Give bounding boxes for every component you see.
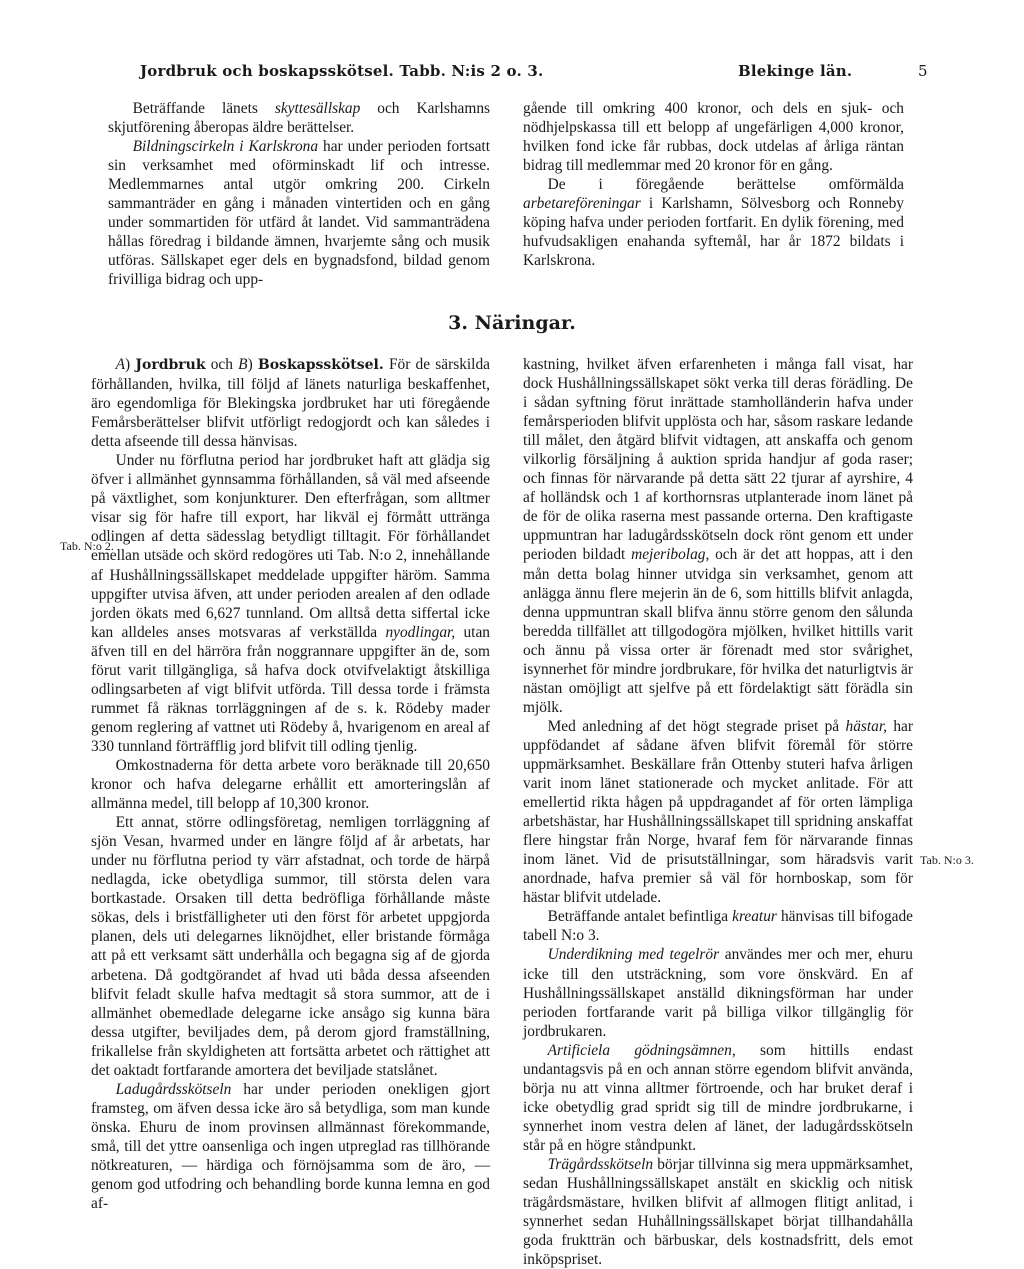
text-run: och Karlshamns skjutförening åberopas äldre berättelser. [108, 100, 490, 137]
paragraph [108, 137, 490, 289]
text-run: har under perioden fortsatt sin verksamhet med oförminskadt lif och intresse. Medlemmarnes antal utgör omkring 200. Cirkeln sammanträder en gång i månaden vintertiden och en gång under sommartiden för utfärd åt landet. Vid sammanträdena hållas föredrag i bildande ämnen, hvarjemte sång och musik utföras. Sällskapet eger dels en bygnadsfond, bildad genom frivilliga bidrag och upp- [108, 138, 490, 289]
text-run: Beträffande länets [132, 100, 275, 117]
text-run: i Karlshamn, Sölvesborg och Ronneby köping hafva under perioden fortfarit. En dylik förening, med hufvudsakligen enahanda syftemål, har år 1872 bildats i Karlskrona. [523, 195, 904, 270]
text-run: De i föregående berättelse omförmälda [547, 176, 904, 194]
paragraph [91, 756, 490, 813]
bottom-right-column [523, 355, 913, 1269]
text-run: som hittills endast undantagsvis på en och annan större egendom blifvit använda, börja nu att vinna alltmer förtroende, och har bruket deraf i icke obetydlig grad spridt sig till de mindre jordbrukarne, i synnerhet inom vestra delen af länet, der ladugårdsskötseln står på en högre ståndpunkt. [523, 1041, 913, 1154]
italic-run: Trägårdsskötseln [547, 1155, 654, 1173]
paragraph [523, 175, 904, 270]
italic-run: B [238, 356, 248, 373]
text-run: har under perioden onekligen gjort framsteg, om äfven dessa icke äro så betydliga, som man kunde önska. Ehuru de inom provinsen allmännast förekommande, små, till det yttre oansenliga och ingen utpreglad ras tillhörande nötkreaturen, — härdiga och förnöjsamma som de äro, — genom god utfodring och behandling borde kunna lemna en god af- [91, 1080, 490, 1213]
text-run: börjar tillvinna sig mera uppmärksamhet, sedan Hushållningssällskapet anstält en skicklig och nitisk trägårdsmästare, hvilken blifvit af allmogen flitigt anlitad, i synnerhet sedan Huhållningssällskapet börjat tillhandahålla goda fruktträn och bärbuskar, dels kostnadsfritt, dels emot inköpspriset. [523, 1155, 913, 1269]
text-run: och är det att hoppas, att i den mån detta bolag hinner utvidga sin verksamhet, genom att anlägga ännu flere mejerin än de 6, som hittills blifvit anlagda, denna uppmuntran skall blifva ännu större genom den sålunda beredda tillfället att tillgodogöra mjölken, hvilket hittills varit och ännu på vissa orter är förenadt med stor svårighet, isynnerhet för mindre jordbrukare, för hvilka det naturligtvis är nästan omöjligt att sjelfve på ett fördelaktigt sätt förädla sin mjölk. [523, 546, 913, 716]
top-left-column [108, 99, 490, 289]
paragraph [523, 907, 913, 945]
margin-note-right: Tab. N:o 3. [920, 853, 974, 867]
italic-run: skyttesällskap [274, 100, 361, 117]
paragraph [91, 355, 490, 451]
text-run: Beträffande antalet befintliga [547, 908, 733, 926]
paragraph [523, 1155, 913, 1269]
paragraph [91, 1080, 490, 1213]
top-right-column [523, 99, 904, 270]
margin-note-left: Tab. N:o 2. [60, 539, 114, 553]
text-run: utan äfven till en del härröra från noggrannare uppgifter än de, som förut varit tillgängliga, så hafva dock otvifvelaktigt åtskilliga odlingsarbeten af vigt blifvit utförda. Till dessa torde i främsta rummet få räknas torrläggningen af de s. k. Rödeby mader genom reglering af vattnet uti Rödeby å, hvarigenom en areal af 330 tunnland förträfflig jord blifvit till odling tjenlig. [91, 623, 490, 755]
italic-run: Ladugårdsskötseln [115, 1080, 232, 1098]
italic-run: mejeribolag, [631, 546, 710, 564]
page-number: 5 [918, 62, 928, 80]
running-header-left: Jordbruk och boskapsskötsel. Tabb. N:is 2 o. 3. [140, 62, 544, 80]
bottom-left-column [91, 355, 490, 1213]
paragraph [108, 99, 490, 137]
paragraph [523, 355, 913, 717]
paragraph [523, 945, 913, 1040]
text-run: Ett annat, större odlingsföretag, nemligen torrläggning af sjön Vesan, hvarmed under en längre följd af år arbetats, har under nu förflutna period ty värr afstadnat, och torde de härpå nedlagda, icke obetydliga summor, till största delen vara bortkastade. Orsaken till detta bedröfliga förhållande måste sökas, dels i bristfälligheter uti den först för arbetet uppgjorda planen, dels uti delegarnes liknöjdhet, eller bristande förmåga att på ett verksamt sätt underhålla och begagna sig af de gjorda arbetena. Då godtgörandet af hvad uti båda dessa afseenden blifvit feladt skulle hafva medtagit så stora summor, att de i allmänhet obemedlade delegarne icke ansågo sig kunna bära dessa utgifter, beviljades dem, på derom gjord framställning, frikallelse från skyldigheten att fortsätta arbetet och rättighet att det oaktadt fortfarande amortera det beviljade statslånet. [91, 814, 490, 1079]
section-title: 3. Näringar. [448, 312, 576, 334]
paragraph [523, 1041, 913, 1155]
paragraph [91, 813, 490, 1080]
paragraph [523, 717, 913, 907]
italic-run: Bildningscirkeln i Karlskrona [132, 138, 319, 156]
text-run: ) [125, 356, 136, 373]
text-run: För de särskilda förhållanden, hvilka, till följd af länets naturliga beskaffenhet, äro egendomliga för Blekingska jordbruket har uti föregående Femårsberättelser blifvit utförligt redogjordt och kan således i detta afseende till dessa hänvisas. [91, 356, 490, 451]
bold-run: Boskapsskötsel. [257, 357, 384, 373]
text-run: Med anledning af det högt stegrade priset på [547, 717, 846, 735]
italic-run: arbetareföreningar [523, 195, 641, 213]
text-run: Omkostnaderna för detta arbete voro beräknade till 20,650 kronor och hafva delegarne erhållit ett amorteringslån af allmänna medel, till belopp af 10,300 kronor. [91, 756, 490, 813]
text-run: användes mer och mer, ehuru icke till den utsträckning, som vore önskvärd. En af Hushållningssällskapet anställd dikningsförman har under perioden fortfarande varit på billiga vilkor tillgänglig för jordbrukaren. [523, 946, 913, 1040]
text-run: kastning, hvilket äfven erfarenheten i många fall visat, har dock Hushållningssällskapet sökt verka till deras förädling. De i sådan syftning förut inrättade stamholländerin hafva under femårsperioden blifvit upplösta och har, såsom raskare ledande till målet, den åtgärd blifvit vidtagen, att anskaffa och genom vilkorlig försäljning å auktion sprida handjur af goda raser; och finnas för närvarande på detta sätt 22 tjurar af ayrshire, 4 af holländsk och 1 af korthornsras utplanterade inom länet på de för de olika raserna mest passande orterna. Den kraftigaste uppmuntran har ladugårdsskötseln dock rönt genom ett under perioden bildadt [523, 356, 913, 564]
bold-run: Jordbruk [135, 357, 206, 373]
running-header-right: Blekinge län. [738, 62, 853, 80]
italic-run: hästar, [845, 717, 887, 735]
italic-run: Underdikning med tegelrör [547, 946, 720, 964]
text-run: har uppfödandet af sådane äfven blifvit föremål för större uppmärksamhet. Beskällare från Ottenby stuteri hafva årligen varit inom länet stationerade och mycket anlitade. För att emellertid rikta hågen på uppdragandet af för orten lämpliga arbetshästar, har Hushållningssällskapet till spridning anskaffat flere hingstar från Norge, hvaraf fem för närvarande finnas inom länet. Vid de prisutställningar, som häradsvis varit anordnade, hafva premier så väl för hornboskap, som för hästar blifvit utdelade. [523, 717, 913, 907]
text-run: Under nu förflutna period har jordbruket haft att glädja sig öfver i allmänhet gynnsamma förhållanden, så väl med afseende på växtlighet, som konjunkturer. Den efterfrågan, som alltmer visar sig för hafre till export, har likväl ej förmått uttränga odlingen af detta sädesslag betydligt tilltagit. För förhållandet emellan utsäde och skörd redogöres uti Tab. N:o 2, innehållande af Hushållningssällskapet meddelade uppgifter häröm. Samma uppgifter utvisa äfven, att under perioden arealen af den odlade jorden ökats med 6,627 tunnland. Om alltså detta siffertal icke kan alldeles anses motsvaras af verkställda [91, 452, 490, 641]
italic-run: kreatur [732, 908, 777, 926]
text-run: gående till omkring 400 kronor, och dels en sjuk- och nödhjelpskassa till ett belopp af ungefärligen 4,000 kronor, hvilken fond icke får rubbas, dock utdelas af årliga räntan bidrag till medlemmar med 20 kronor för en gång. [523, 100, 904, 175]
italic-run: nyodlingar, [385, 623, 456, 641]
paragraph [91, 451, 490, 756]
italic-run: A [115, 356, 126, 373]
paragraph [523, 99, 904, 175]
text-run: hänvisas till bifogade tabell N:o 3. [523, 908, 913, 945]
text-run: ) [247, 356, 258, 373]
text-run: och [205, 356, 239, 373]
italic-run: Artificiela gödningsämnen, [547, 1041, 736, 1059]
